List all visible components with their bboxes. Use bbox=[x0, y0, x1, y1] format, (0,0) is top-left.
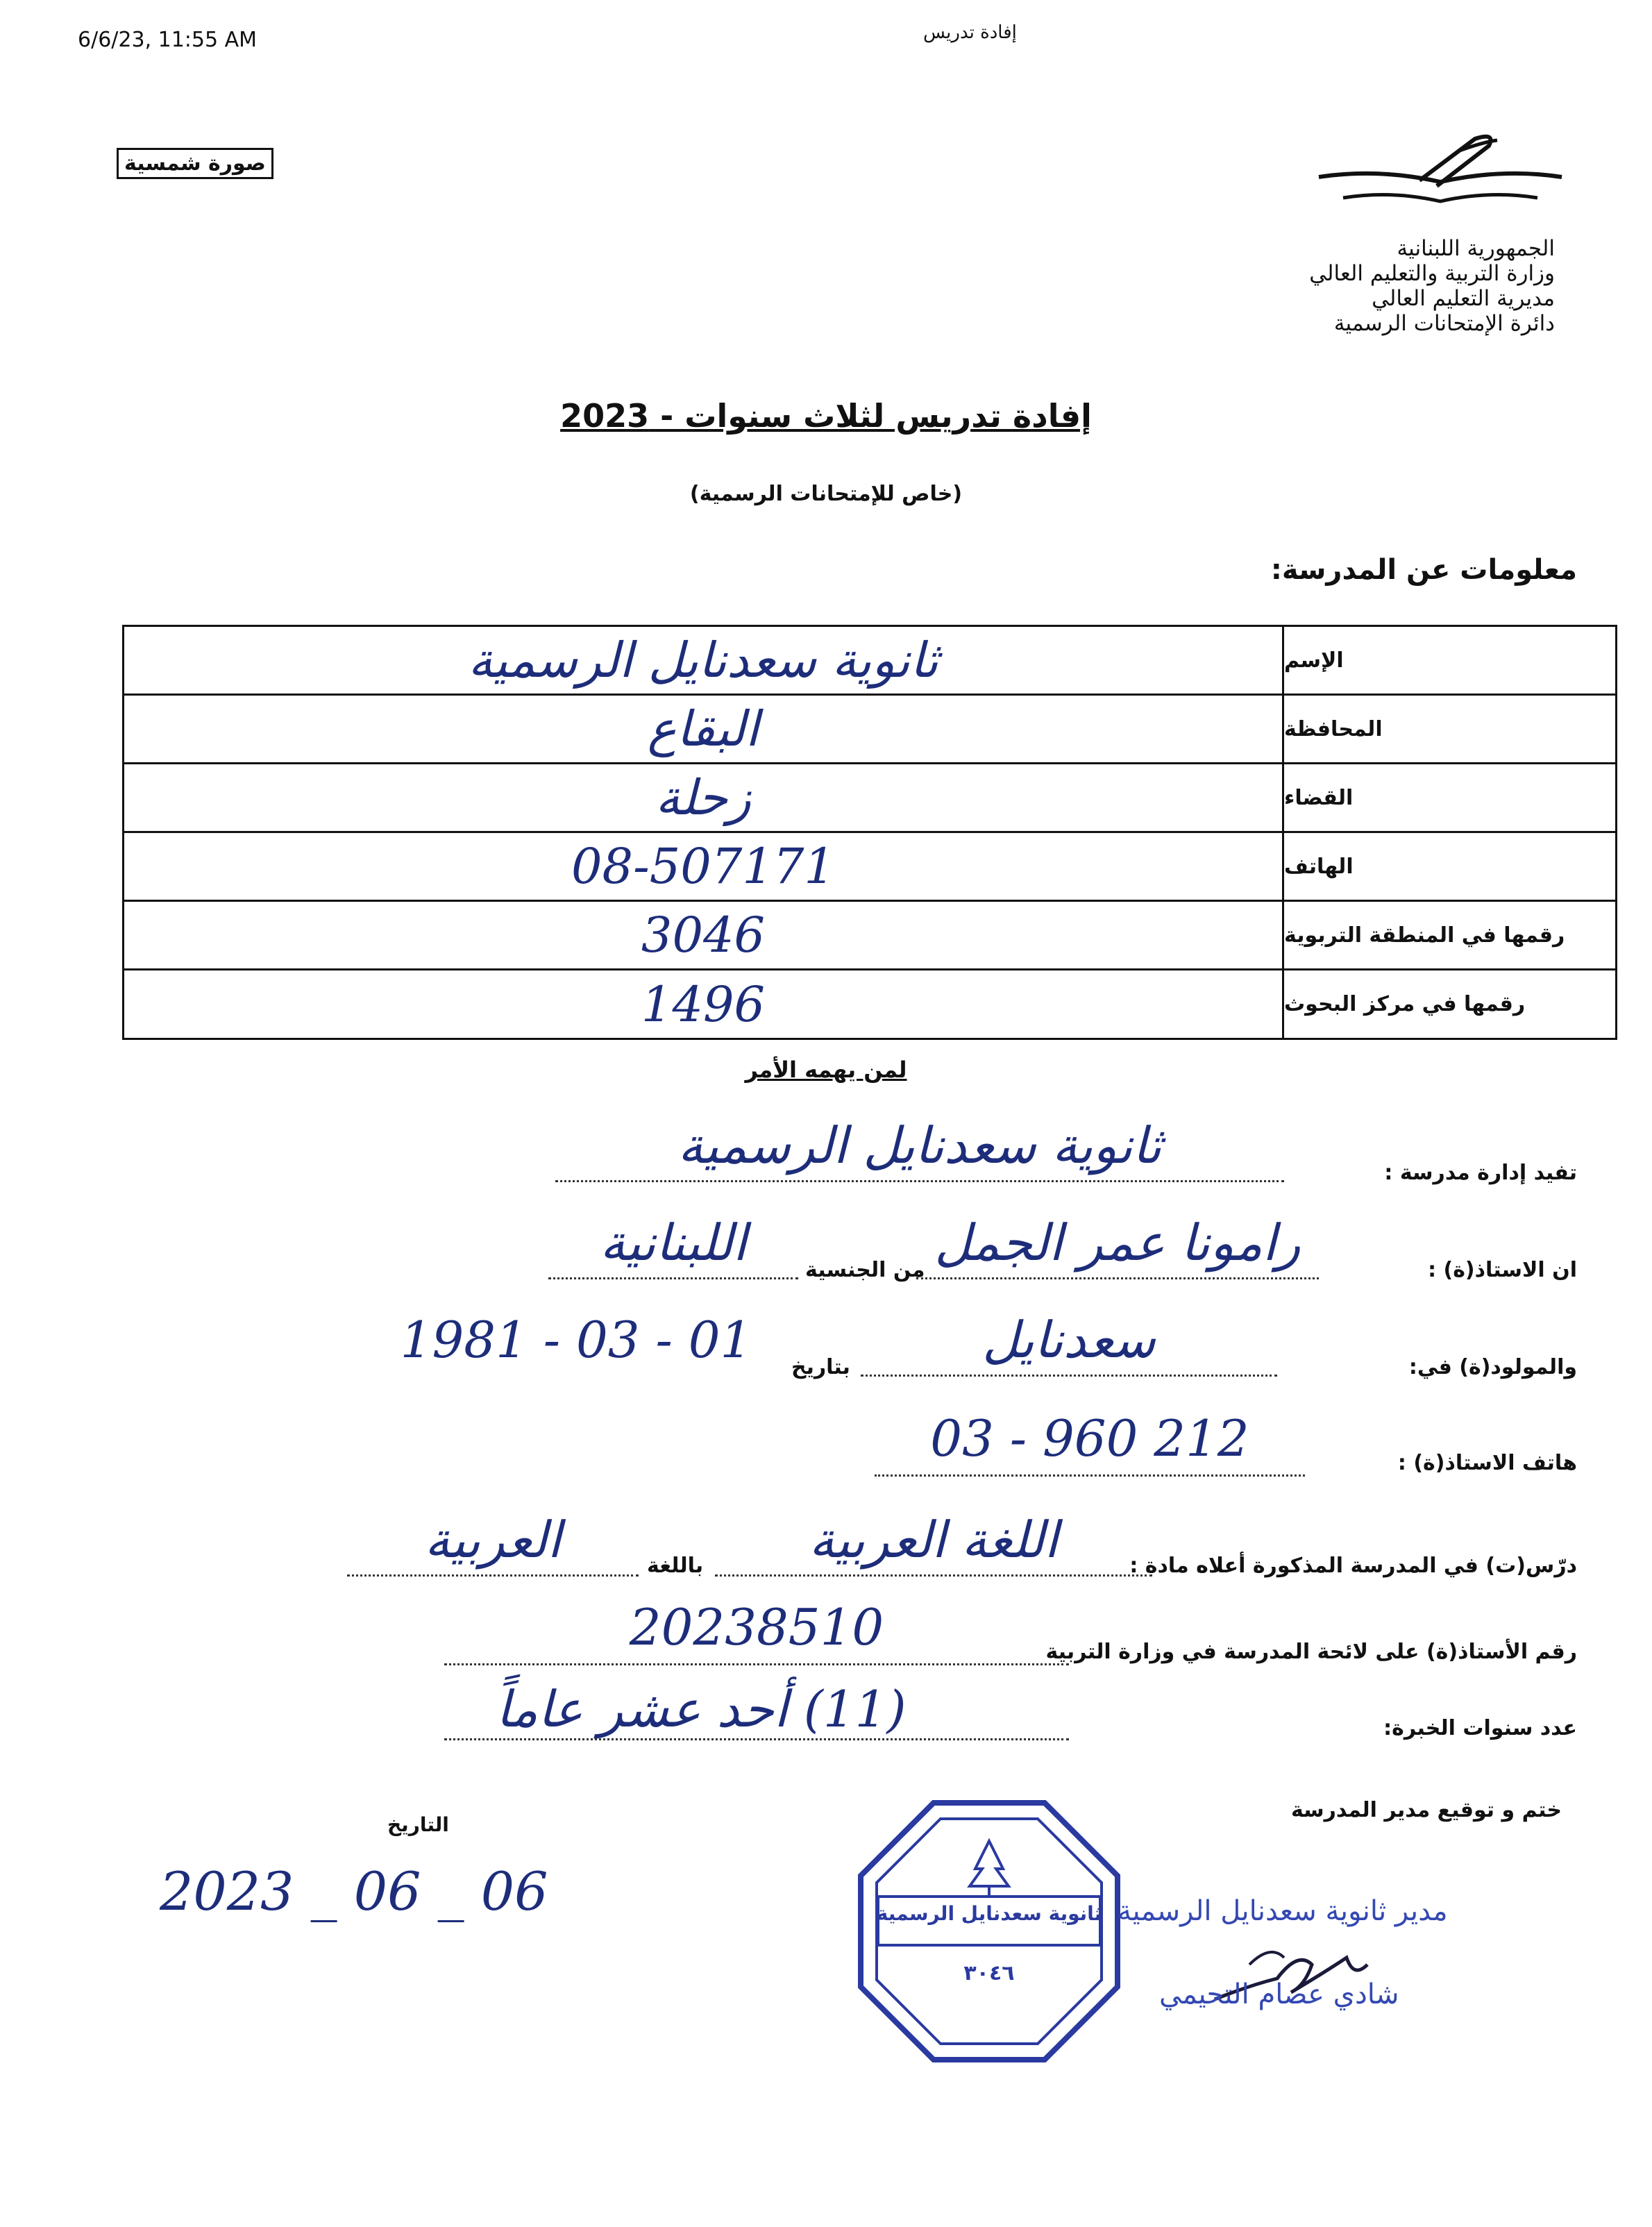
table-label-name: الإسم bbox=[1282, 627, 1615, 694]
language-label: باللغة bbox=[647, 1554, 704, 1578]
document-title: إفادة تدريس لثلاث سنوات - 2023 bbox=[560, 397, 1092, 435]
school-admin-dotline bbox=[555, 1180, 1284, 1182]
school-admin-value: ثانوية سعدنايل الرسمية bbox=[677, 1116, 1162, 1175]
table-label-governorate: المحافظة bbox=[1282, 696, 1615, 762]
photo-placeholder-label: صورة شمسية bbox=[124, 151, 266, 176]
born-date-value: 1981 - 03 - 01 bbox=[400, 1311, 752, 1369]
table-row bbox=[124, 764, 1615, 833]
subject-value: اللغة العربية bbox=[809, 1511, 1059, 1569]
table-row bbox=[124, 696, 1615, 764]
nationality-label: من الجنسية bbox=[805, 1258, 925, 1282]
official-school-stamp-icon bbox=[850, 1792, 1128, 2070]
born-place-dotline bbox=[861, 1375, 1277, 1377]
nationality-value: اللبنانية bbox=[600, 1213, 747, 1272]
teacher-phone-value: 03 - 960 212 bbox=[930, 1409, 1249, 1468]
teacher-number-label: رقم الأستاذ(ة) على لائحة المدرسة في وزارة التربية bbox=[1045, 1640, 1577, 1664]
subject-dotline bbox=[715, 1574, 1152, 1577]
document-subtitle: (خاص للإمتحانات الرسمية) bbox=[689, 482, 963, 506]
date-field-label: التاريخ bbox=[387, 1813, 449, 1836]
table-value-governorate: البقاع bbox=[647, 700, 759, 757]
nationality-dotline bbox=[548, 1277, 798, 1279]
language-value: العربية bbox=[424, 1511, 562, 1569]
table-label-research-number: رقمها في مركز البحوث bbox=[1282, 970, 1615, 1038]
table-row bbox=[124, 833, 1615, 902]
table-value-name: ثانوية سعدنايل الرسمية bbox=[468, 632, 938, 689]
table-row bbox=[124, 902, 1615, 970]
table-value-phone: 08-507171 bbox=[571, 838, 835, 895]
teacher-number-value: 20238510 bbox=[629, 1598, 884, 1656]
school-admin-label: تفيد إدارة مدرسة : bbox=[1384, 1161, 1577, 1185]
taught-subject-label: درّس(ت) في المدرسة المذكورة أعلاه مادة : bbox=[1129, 1554, 1577, 1578]
print-page-title: إفادة تدريس bbox=[923, 22, 1017, 43]
stamp-number-text: ٣٠٤٦ bbox=[963, 1961, 1015, 1985]
teacher-number-dotline bbox=[444, 1663, 1069, 1665]
teacher-phone-dotline bbox=[875, 1474, 1305, 1477]
to-whom-heading: لمن يهمه الأمر bbox=[745, 1057, 907, 1083]
teacher-dotline bbox=[916, 1277, 1319, 1279]
born-label: والمولود(ة) في: bbox=[1408, 1355, 1577, 1379]
date-value: 2023 _ 06 _ 06 bbox=[160, 1860, 548, 1922]
table-value-district: زحلة bbox=[655, 769, 751, 826]
born-place-value: سعدنايل bbox=[982, 1311, 1156, 1369]
ministry-line-1: الجمهورية اللبنانية bbox=[1397, 236, 1555, 261]
director-title: مدير ثانوية سعدنايل الرسمية bbox=[1118, 1895, 1448, 1927]
table-row bbox=[124, 970, 1615, 1038]
print-timestamp: 6/6/23, 11:55 AM bbox=[78, 28, 258, 52]
table-label-phone: الهاتف bbox=[1282, 833, 1615, 900]
teacher-phone-label: هاتف الاستاذ(ة) : bbox=[1397, 1451, 1577, 1475]
table-label-district: القضاء bbox=[1282, 764, 1615, 831]
ministry-line-4: دائرة الإمتحانات الرسمية bbox=[1333, 311, 1555, 336]
experience-dotline bbox=[444, 1738, 1069, 1740]
ministry-book-logo-icon bbox=[1315, 132, 1565, 222]
ministry-header bbox=[1309, 236, 1555, 336]
table-value-region-number: 3046 bbox=[641, 907, 766, 964]
teacher-label: ان الاستاذ(ة) : bbox=[1428, 1258, 1577, 1282]
experience-value: (11) أحد عشر عاماً bbox=[496, 1680, 907, 1738]
photo-placeholder-box bbox=[117, 148, 273, 179]
school-info-table bbox=[122, 625, 1617, 1040]
stamp-school-text: ثانوية سعدنايل الرسمية bbox=[876, 1902, 1102, 1925]
stamp-signature-label: ختم و توقيع مدير المدرسة bbox=[1290, 1798, 1562, 1822]
teacher-value: رامونا عمر الجمل bbox=[934, 1213, 1301, 1272]
ministry-line-2: وزارة التربية والتعليم العالي bbox=[1309, 261, 1555, 286]
director-name: شادي عصام التحيمي bbox=[1159, 1978, 1399, 2010]
school-info-heading: معلومات عن المدرسة: bbox=[1270, 554, 1577, 586]
table-label-region-number: رقمها في المنطقة التربوية bbox=[1282, 902, 1615, 968]
ministry-line-3: مديرية التعليم العالي bbox=[1372, 286, 1555, 311]
table-row bbox=[124, 627, 1615, 696]
experience-label: عدد سنوات الخبرة: bbox=[1383, 1716, 1577, 1740]
date-label: بتاريخ bbox=[791, 1355, 850, 1379]
table-value-research-number: 1496 bbox=[641, 975, 766, 1033]
language-dotline bbox=[347, 1574, 639, 1577]
